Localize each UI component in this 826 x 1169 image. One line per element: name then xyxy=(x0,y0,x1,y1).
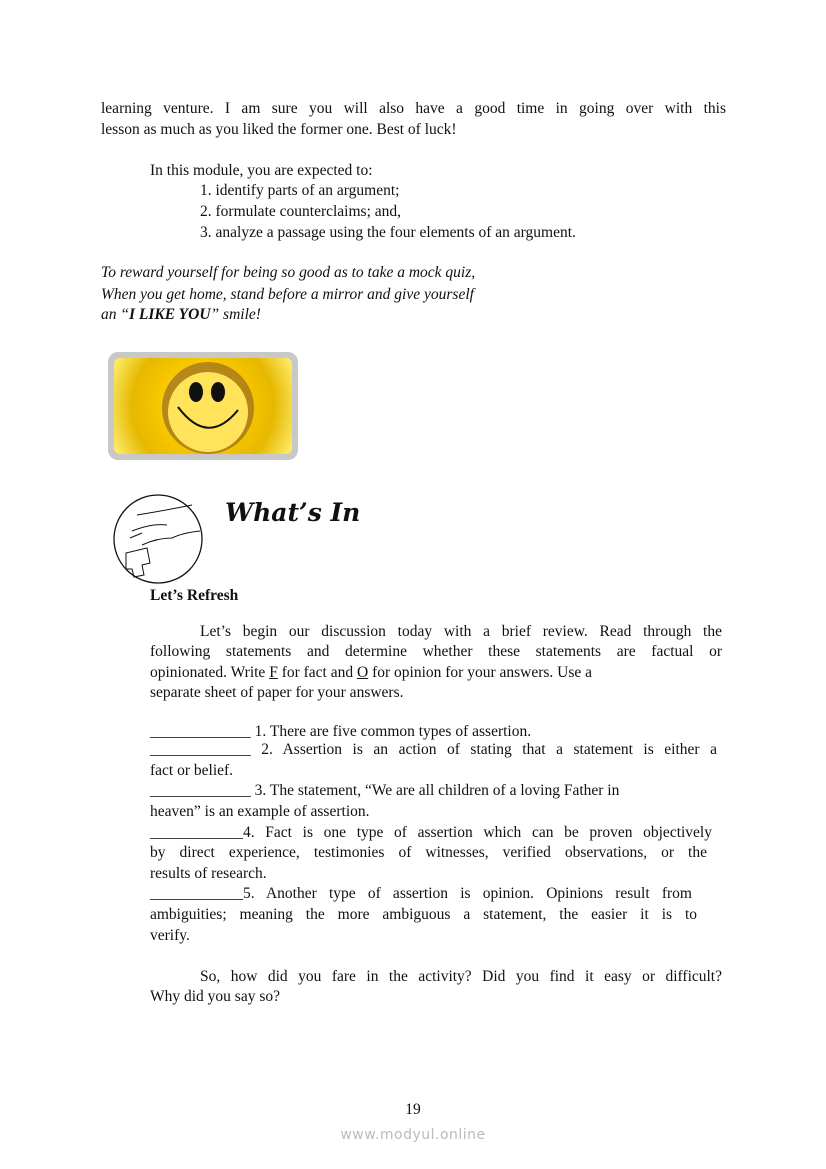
puzzle-hand-icon xyxy=(112,493,204,585)
question-item: ambiguities; meaning the more ambiguous a statement, the easier it is to xyxy=(150,906,697,923)
smiley-face-icon xyxy=(108,352,298,460)
instruction-line: separate sheet of paper for your answers. xyxy=(150,684,404,701)
question-item: ____________5. Another type of assertion is opinion. Opinions result from xyxy=(150,885,692,902)
question-item: by direct experience, testimonies of witnesses, verified observations, or the xyxy=(150,844,707,861)
objective-item: 3. analyze a passage using the four elements of an argument. xyxy=(200,224,576,241)
question-item: _____________ 3. The statement, “We are all children of a loving Father in xyxy=(150,782,620,799)
fact-code: F xyxy=(269,664,278,681)
question-item: _____________ 2. Assertion is an action of stating that a statement is either a xyxy=(150,741,717,758)
instruction-line: following statements and determine whether these statements are factual or xyxy=(150,643,722,660)
i-like-you-text: I LIKE YOU xyxy=(129,306,211,323)
intro-line: learning venture. I am sure you will also have a good time in going over with this xyxy=(101,100,726,117)
smiley-image xyxy=(108,352,298,460)
text: ” smile! xyxy=(210,306,261,323)
opinion-code: O xyxy=(357,664,369,681)
objective-item: 1. identify parts of an argument; xyxy=(200,182,400,199)
text: opinionated. Write xyxy=(150,664,270,681)
question-item: ____________4. Fact is one type of assertion which can be proven objectively xyxy=(150,824,712,841)
objectives-lead: In this module, you are expected to: xyxy=(150,162,373,179)
question-item: results of research. xyxy=(150,865,267,882)
watermark: www.modyul.online xyxy=(340,1127,486,1143)
section-subtitle: Let’s Refresh xyxy=(150,587,239,604)
page-number: 19 xyxy=(405,1101,421,1118)
question-item: verify. xyxy=(150,927,190,944)
objective-item: 2. formulate counterclaims; and, xyxy=(200,203,402,220)
text: for opinion for your answers. Use a xyxy=(368,664,593,681)
closing-line: So, how did you fare in the activity? Did you find it easy or difficult? xyxy=(200,968,722,985)
reward-line: When you get home, stand before a mirror and give yourself xyxy=(101,286,474,303)
reward-line: To reward yourself for being so good as to take a mock quiz, xyxy=(101,264,476,281)
closing-line: Why did you say so? xyxy=(150,988,281,1005)
text: an “ xyxy=(101,306,129,323)
text: for fact and xyxy=(277,664,357,681)
question-item: heaven” is an example of assertion. xyxy=(150,803,370,820)
question-item: _____________ 1. There are five common types of assertion. xyxy=(150,723,532,740)
instruction-line: Let’s begin our discussion today with a brief review. Read through the xyxy=(200,623,722,640)
question-item: fact or belief. xyxy=(150,762,234,779)
instruction-line xyxy=(150,664,592,682)
reward-line xyxy=(101,306,261,324)
section-title: What’s In xyxy=(225,498,361,527)
intro-line: lesson as much as you liked the former one. Best of luck! xyxy=(101,121,457,138)
